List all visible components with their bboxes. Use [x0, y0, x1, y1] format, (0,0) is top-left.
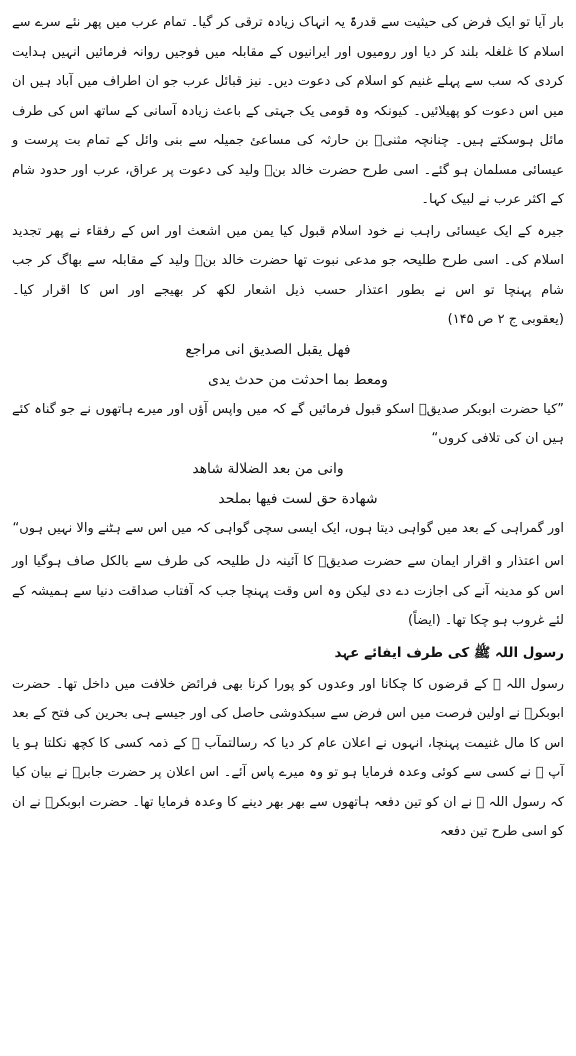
citation-yaqubi: (یعقوبی ج ۲ ص ۱۴۵) — [447, 312, 564, 327]
arabic-verse-line: شهادة حق لست فيها بملحد — [218, 490, 378, 507]
paragraph-tulaiha-text: جیرہ کے ایک عیسائی راہب نے خود اسلام قبول کیا یمن میں اشعث اور اس کے رفقاء نے پھر تجدید اسلام کی۔ اسی طرح طلیحہ جو مدعی نبوت تھا حضرت خالد بنؓ ولید کے مقابلہ سے بھاگ کر جب شام پہنچا تو اس نے بطور اعتذار حسب ذیل اشعار لکھ کر بھیجے اور اس کا اقرار کیا۔ — [12, 223, 564, 298]
arabic-verse-line: فهل يقبل الصديق انى مراجع — [185, 341, 351, 358]
arabic-verse-line: وانى من بعد الضلالة شاهد — [192, 460, 344, 477]
paragraph-itizar — [12, 547, 564, 636]
paragraph-verse-translation: ”کیا حضرت ابوبکر صدیقؓ اسکو قبول فرمائیں گے کہ میں واپس آؤں اور میرے ہاتھوں نے جو گناہ کئے ہیں ان کی تلافی کروں“ — [12, 401, 564, 446]
arabic-verse-line: ومعط بما احدثت من حدث يدى — [208, 371, 388, 388]
paragraph-itizar-text: اس اعتذار و اقرار ایمان سے حضرت صدیقؓ کا آئینہ دل طلیحہ کی طرف سے بالکل صاف ہوگیا اور اس کو مدینہ آنے کی اجازت دے دی لیکن وہ اس وقت پہنچا جب کہ آفتاب صداقت دنیا سے ہمیشہ کے لئے غروب ہو چکا تھا۔ — [12, 554, 564, 628]
paragraph-verse-translation: اور گمراہی کے بعد میں گواہی دیتا ہوں، ایک ایسی سچی گواہی کہ میں اس سے ہٹنے والا نہیں ہوں“ — [12, 520, 564, 536]
paragraph-qarz: رسول اللہ ﷺ کے قرضوں کا چکانا اور وعدوں کو پورا کرنا بھی فرائض خلافت میں داخل تھا۔ حضرت ابوبکرؓ نے اولین فرصت میں اس فرض سے سبکدوشی حاصل کی اور جیسے ہی بحرین کی فتح کے بعد اس کا مال غنیمت پہنچا، انہوں نے اعلان عام کر دیا کہ رسالتمآب ﷺ کے ذمہ کسی کا کچھ نکلتا ہو یا آپ ﷺ نے کسی سے کوئی وعدہ فرمایا ہو تو وہ میرے پاس آئے۔ اس اعلان پر حضرت جابرؓ نے بیان کیا کہ رسول اللہ ﷺ نے ان کو تین دفعہ ہاتھوں سے بھر بھر دینے کا وعدہ فرمایا تھا۔ حضرت ابوبکرؓ نے ان کو اسی طرح تین دفعہ — [12, 676, 564, 839]
paragraph-tulaiha — [12, 217, 564, 335]
citation-aizan: (ایضاً) — [408, 613, 441, 628]
section-heading: رسول اللہ ﷺ کی طرف ایفائے عہد — [334, 644, 564, 661]
paragraph-dawat-text: بار آیا تو ایک فرض کی حیثیت سے قدرۃً یہ انہاک زیادہ ترقی کر گیا۔ تمام عرب میں پھر نئے سرے سے اسلام کا غلغلہ بلند کر دیا اور رومیوں اور ایرانیوں کے مقابلہ میں فوجیں روانہ فرمائیں انہیں ہدایت کردی کہ سب سے پہلے غنیم کو اسلام کی دعوت دیں۔ نیز قبائل عرب جو ان اطراف میں آباد ہیں ان میں اس دعوت کو پھیلائیں۔ کیونکہ وہ قومی یک جہتی کے باعث زیادہ آسانی کے ساتھ اس کی طرف مائل ہوسکتے ہیں۔ چنانچہ مثنیؓ بن حارثہ کی مساعئ جمیلہ سے بنی وائل کے تمام بت پرست و عیسائی مسلمان ہو گئے۔ اسی طرح حضرت خالد بنؓ ولید کی دعوت پر عراق، عرب اور حدود شام کے اکثر عرب نے لبیک کہا۔ — [12, 15, 564, 207]
paragraph-dawat — [12, 8, 564, 215]
